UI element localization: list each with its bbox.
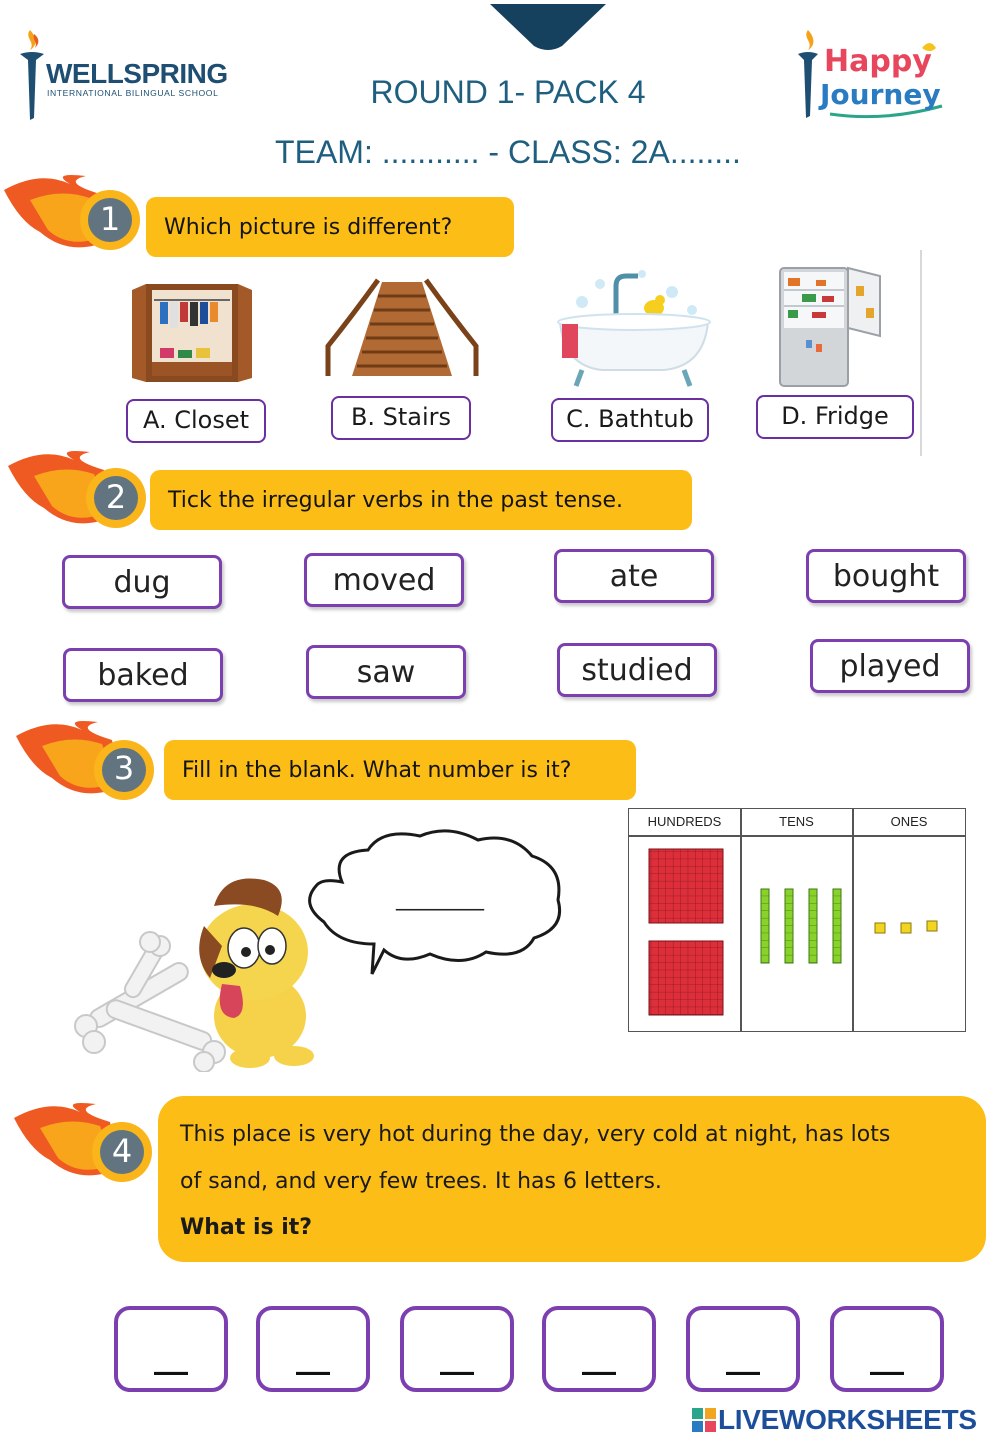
fridge-icon[interactable] bbox=[776, 264, 884, 390]
letter-slot-6[interactable]: __ bbox=[830, 1306, 944, 1392]
ones-cube bbox=[875, 923, 885, 933]
question-3-prompt: Fill in the blank. What number is it? bbox=[164, 740, 636, 800]
liveworksheets-brand: LIVEWORKSHEETS bbox=[718, 1404, 977, 1435]
header-tab-shape bbox=[490, 4, 606, 50]
letter-slot-3[interactable]: __ bbox=[400, 1306, 514, 1392]
verb-option-moved[interactable]: moved bbox=[304, 553, 464, 607]
tens-rod bbox=[761, 889, 769, 963]
verb-option-saw[interactable]: saw bbox=[306, 645, 466, 699]
school-subtitle: INTERNATIONAL BILINGUAL SCHOOL bbox=[47, 88, 219, 98]
happy-journey-logo-text-2: Journey bbox=[820, 78, 941, 111]
bathtub-icon[interactable] bbox=[552, 262, 714, 392]
option-b-label[interactable]: B. Stairs bbox=[331, 396, 471, 440]
letter-slot-5[interactable]: __ bbox=[686, 1306, 800, 1392]
closet-icon[interactable] bbox=[130, 278, 254, 388]
option-c-label[interactable]: C. Bathtub bbox=[551, 398, 709, 442]
stairs-icon[interactable] bbox=[322, 276, 482, 380]
ones-cube bbox=[901, 923, 911, 933]
tens-rod bbox=[809, 889, 817, 963]
letter-slot-1[interactable]: __ bbox=[114, 1306, 228, 1392]
question-number-1: 1 bbox=[99, 200, 121, 238]
place-value-table bbox=[628, 808, 966, 1032]
happy-journey-logo-text-1: Happy bbox=[824, 44, 932, 79]
header-tens: TENS bbox=[779, 814, 814, 829]
verb-option-ate[interactable]: ate bbox=[554, 549, 714, 603]
verb-option-dug[interactable]: dug bbox=[62, 555, 222, 609]
letter-slot-4[interactable]: __ bbox=[542, 1306, 656, 1392]
question-1-prompt: Which picture is different? bbox=[146, 197, 514, 257]
question-number-2: 2 bbox=[105, 478, 127, 516]
verb-option-bought[interactable]: bought bbox=[806, 549, 966, 603]
riddle-question: What is it? bbox=[180, 1215, 313, 1240]
liveworksheets-logo-icon bbox=[692, 1408, 716, 1432]
tens-rod bbox=[785, 889, 793, 963]
answer-blank[interactable]: ________ bbox=[396, 886, 484, 911]
header-hundreds: HUNDREDS bbox=[647, 814, 722, 829]
question-number-3: 3 bbox=[113, 749, 135, 787]
hundreds-block bbox=[649, 941, 723, 1015]
verb-option-baked[interactable]: baked bbox=[63, 648, 223, 702]
page-title: ROUND 1- PACK 4 bbox=[370, 74, 646, 110]
riddle-line-2: of sand, and very few trees. It has 6 letters. bbox=[180, 1169, 662, 1194]
base-ten-blocks bbox=[629, 837, 965, 1031]
header-ones: ONES bbox=[890, 814, 928, 829]
hundreds-block bbox=[649, 849, 723, 923]
question-number-4: 4 bbox=[111, 1132, 133, 1170]
option-a-label[interactable]: A. Closet bbox=[126, 399, 266, 443]
question-2-prompt: Tick the irregular verbs in the past tense. bbox=[150, 470, 692, 530]
school-name: WELLSPRING bbox=[46, 58, 228, 89]
dog-with-bones-illustration bbox=[64, 866, 340, 1072]
ones-cube bbox=[927, 921, 937, 931]
letter-slot-2[interactable]: __ bbox=[256, 1306, 370, 1392]
verb-option-studied[interactable]: studied bbox=[557, 643, 717, 697]
verb-option-played[interactable]: played bbox=[810, 639, 970, 693]
tens-rod bbox=[833, 889, 841, 963]
option-d-label[interactable]: D. Fridge bbox=[756, 395, 914, 439]
divider-line bbox=[920, 250, 922, 456]
team-class-line: TEAM: ........... - CLASS: 2A........ bbox=[275, 134, 741, 170]
riddle-line-1: This place is very hot during the day, very cold at night, has lots bbox=[180, 1122, 891, 1147]
